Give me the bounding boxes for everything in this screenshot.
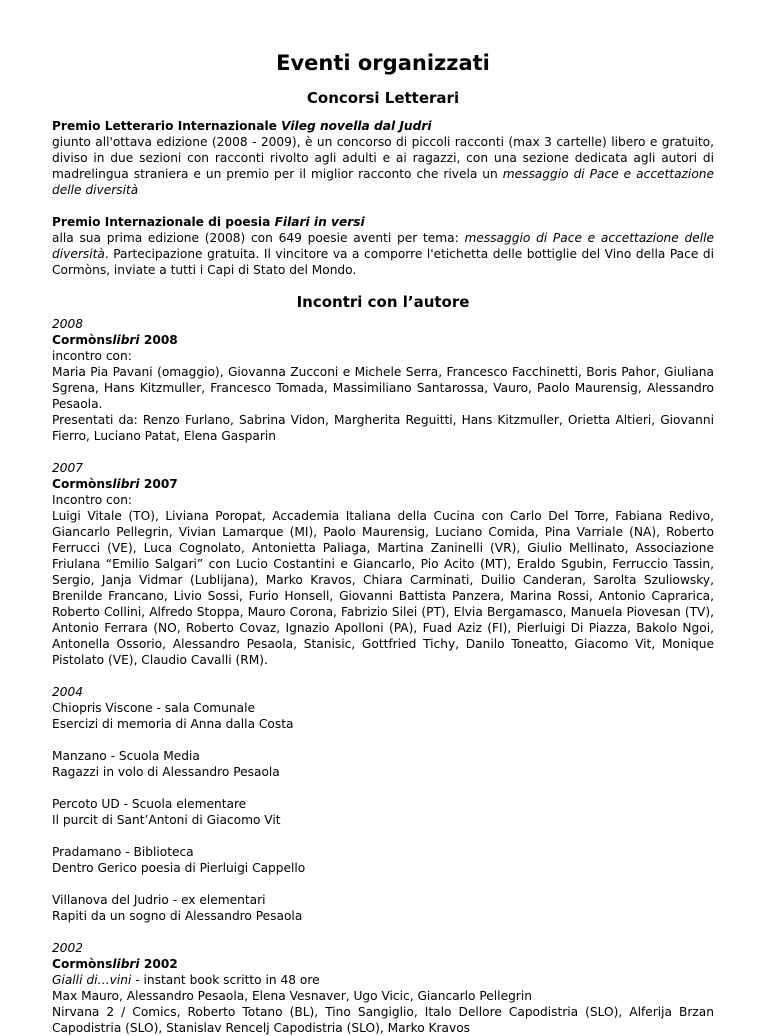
event-title-text: Cormòns (52, 477, 113, 491)
event-authors: Luigi Vitale (TO), Liviana Poropat, Accademia Italiana della Cucina con Carlo Del Torre, Fabiana Redivo, Giancarlo Pellegrin, Vivian Lamarque (MI), Paolo Maurensig, Luciano Comida, Pina Varriale (NA), Roberto Ferrucci (VE), Luca Cognolato, Antonietta Paliaga, Martina Zaninelli (VR), Giulio Mellinato, Associazione Friulana “Emilio Salgari” con Lucio Costantini e Giancarlo, Pio Acito (MT), Eraldo Sgubin, Ferruccio Tassin, Sergio, Janja Vidmar (Lublijana), Marko Kravos, Chiara Carminati, Duilio Canderan, Sarolta Szuliowsky, Brenilde Francano, Livio Sossi, Furio Honsell, Giovanni Battista Panzera, Marina Rossi, Antonio Caprarica, Roberto Collini, Alfredo Stoppa, Mauro Corona, Fabrizio Silei (PT), Elvia Bergamasco, Manuela Piovesan (TV), Antonio Ferrara (NO, Roberto Covaz, Ignazio Apolloni (PA), Fuad Aziz (FI), Pierluigi Di Piazza, Bakolo Ngoi, Antonella Ossorio, Alessandro Pesaola, Stanisic, Gottfried Tichy, Danilo Toneatto, Giacomo Vit, Monique Pistolato (VE), Claudio Cavalli (RM). (52, 509, 714, 667)
contest-name: Filari in versi (274, 215, 365, 229)
event-item (52, 700, 714, 732)
book-title: Gialli di…vini (52, 973, 132, 987)
contest-description-emphasis: messaggio di Pace e accettazione delle diversità (52, 167, 715, 197)
year-label: 2004 (52, 685, 84, 699)
page-title: Eventi organizzati (276, 51, 490, 75)
year-label: 2007 (52, 461, 84, 475)
contest-filari (52, 214, 714, 278)
section-heading-concorsi: Concorsi Letterari (306, 89, 460, 107)
event-line (52, 972, 714, 988)
event-item (52, 748, 714, 780)
event-place: Pradamano - Biblioteca (52, 845, 194, 859)
document-page (52, 50, 714, 1036)
event-title-emphasis: libri (112, 477, 140, 491)
event-authors: Max Mauro, Alessandro Pesaola, Elena Vesnaver, Ugo Vicic, Giancarlo Pellegrin (52, 989, 532, 1003)
event-title-emphasis: libri (112, 957, 140, 971)
event-line: Incontro con: (52, 493, 133, 507)
event-authors: Maria Pia Pavani (omaggio), Giovanna Zucconi e Michele Serra, Francesco Facchinetti, Boris Pahor, Giuliana Sgrena, Hans Kitzmuller, Francesco Tomada, Massimiliano Santarossa, Vauro, Paolo Maurensig, Alessandro Pesaola. (52, 365, 714, 411)
event-book: Dentro Gerico poesia di Pierluigi Cappello (52, 861, 306, 875)
contest-description (52, 230, 714, 278)
contest-name: Vileg novella dal Judri (281, 119, 432, 133)
event-title-text: Cormòns (52, 957, 113, 971)
event-place: Percoto UD - Scuola elementare (52, 797, 247, 811)
event-place: Chiopris Viscone - sala Comunale (52, 701, 255, 715)
year-label: 2008 (52, 317, 84, 331)
event-title (52, 476, 714, 492)
event-title-year: 2002 (139, 957, 178, 971)
contest-description-text: . Partecipazione gratuita. Il vincitore va a comporre l'etichetta delle bottiglie del Vino della Pace di Cormòns, inviate a tutti i Capi di Stato del Mondo. (52, 247, 714, 277)
contest-description-text: alla sua prima edizione (2008) con 649 poesie aventi per tema: (52, 231, 465, 245)
event-presenters: Presentati da: Renzo Furlano, Sabrina Vidon, Margherita Reguitti, Hans Kitzmuller, Orietta Altieri, Giovanni Fierro, Luciano Patat, Elena Gasparin (52, 413, 714, 443)
event-title-year: 2008 (139, 333, 178, 347)
event-title-text: Cormòns (52, 333, 113, 347)
year-block-2008 (52, 316, 714, 444)
event-authors: Nirvana 2 / Comics, Roberto Totano (BL), Tino Sangiglio, Italo Dellore Capodistria (SLO), Alferija Brzan Capodistria (SLO), Stanislav Rencelj Capodistria (SLO), Marko Kravos (52, 1005, 714, 1035)
event-title (52, 332, 714, 348)
year-block-2004 (52, 684, 714, 924)
year-block-2002 (52, 940, 714, 1036)
event-item (52, 892, 714, 924)
contest-description-text: giunto all'ottava edizione (2008 - 2009), è un concorso di piccoli racconti (max 3 cartelle) libero e gratuito, diviso in due sezioni con racconti rivolto agli adulti e ai ragazzi, con una sezione dedicata agli autori di madrelingua straniera e un premio per il miglior racconto che rivela un (52, 135, 714, 181)
event-item (52, 796, 714, 828)
event-book: Il purcit di Sant’Antoni di Giacomo Vit (52, 813, 281, 827)
event-title-year: 2007 (139, 477, 178, 491)
year-block-2007 (52, 460, 714, 668)
section-heading-incontri: Incontri con l’autore (296, 293, 470, 311)
event-place: Manzano - Scuola Media (52, 749, 200, 763)
event-book: Rapiti da un sogno di Alessandro Pesaola (52, 909, 303, 923)
event-line: incontro con: (52, 349, 132, 363)
year-label: 2002 (52, 941, 84, 955)
event-title (52, 956, 714, 972)
event-item (52, 844, 714, 876)
contest-description (52, 134, 714, 198)
event-title-emphasis: libri (112, 333, 140, 347)
event-book: Ragazzi in volo di Alessandro Pesaola (52, 765, 280, 779)
book-note: - instant book scritto in 48 ore (131, 973, 320, 987)
contest-title: Premio Letterario Internazionale (52, 119, 282, 133)
contest-vileg (52, 118, 714, 198)
contest-title: Premio Internazionale di poesia (52, 215, 275, 229)
event-place: Villanova del Judrio - ex elementari (52, 893, 266, 907)
contest-description-emphasis: messaggio di Pace e accettazione delle diversità (52, 231, 714, 261)
event-book: Esercizi di memoria di Anna dalla Costa (52, 717, 294, 731)
